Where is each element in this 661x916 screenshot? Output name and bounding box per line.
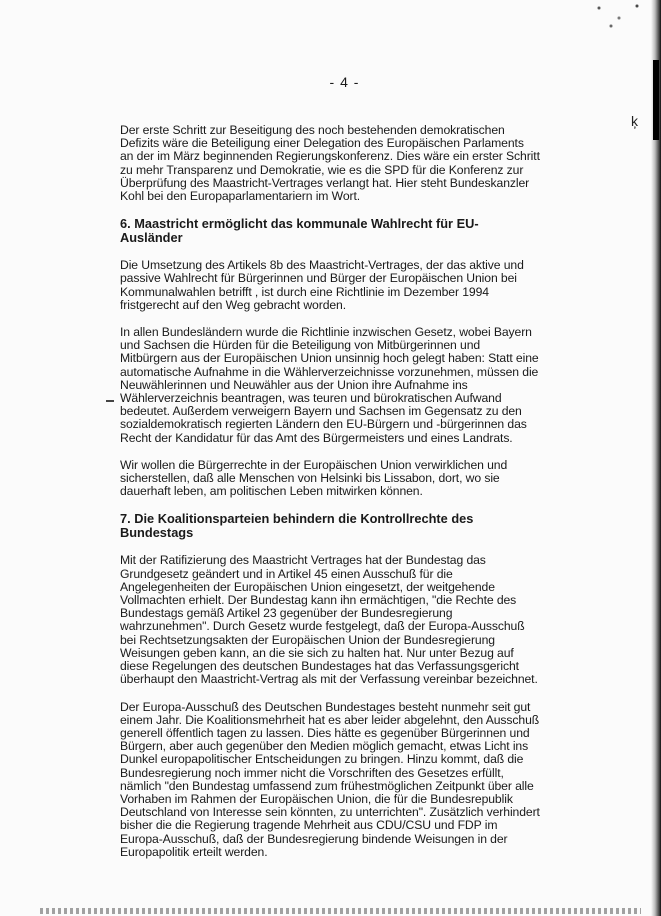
page-number: - 4 - xyxy=(329,74,360,90)
section-heading-6: 6. Maastricht ermöglicht das kommunale Wahlrecht für EU-Ausländer xyxy=(120,216,479,246)
paragraph-bundeslaender: In allen Bundesländern wurde die Richtlinie inzwischen Gesetz, wobei Bayern und Sachsen die Hürden für die Beteiligung von Mitbürgerinnen und Mitbürgern aus der Europäischen Union unsinnig hoch gelegt haben: Statt eine automatische Aufnahme in die Wählerverzeichnisse vorzunehmen, müssen die Neuwählerinnen und Neuwähler aus der Union ihre Aufnahme ins Wählerverzeichnis beantragen, was teuren und bürokratischen Aufwand bedeutet. Außerdem verweigern Bayern und Sachsen im Gegensatz zu den sozialdemokratisch regierten Ländern den EU-Bürgern und -bürgerinnen das Recht der Kandidatur für das Amt des Bürgermeisters und eines Landrats. xyxy=(120,325,539,445)
paragraph-ratifizierung: Mit der Ratifizierung des Maastricht Vertrages hat der Bundestag das Grundgesetz geändert und in Artikel 45 einen Ausschuß für die Angelegenheiten der Europäischen Union eingesetzt, der weitgehende Vollmachten erhielt. Der Bundestag kann ihn ermächtigen, "die Rechte des Bundestags gemäß Artikel 23 gegenüber der Bundesregierung wahrzunehmen". Durch Gesetz wurde festgelegt, daß der Europa-Ausschuß bei Rechtsetzungsakten der Europäischen Union der Bundesregierung Weisungen geben kann, an die sie sich zu halten hat. Nur unter Bezug auf diese Regelungen des deutschen Bundestages hat das Verfassungsgericht überhaupt den Maastricht-Vertrag als mit der Verfassung vereinbar bezeichnet. xyxy=(120,553,538,687)
paragraph-intro: Der erste Schritt zur Beseitigung des noch bestehenden demokratischen Defizits wäre die Beteiligung einer Delegation des Europäischen Parlaments an der im März beginnenden Regierungskonferenz. Dies wäre ein erster Schritt zu mehr Transparenz und Demokratie, wie es die SPD für die Konferenz zur Überprüfung des Maastricht-Vertrages verlangt hat. Hier steht Bundeskanzler Kohl bei den Europaparlamentariern im Wort. xyxy=(120,123,540,204)
scan-edge-mark xyxy=(653,60,659,140)
scan-bottom-edge xyxy=(40,908,641,914)
document-body xyxy=(120,124,540,873)
margin-dash xyxy=(106,400,114,402)
margin-mark: ķ xyxy=(631,113,638,129)
paragraph-europa-ausschuss: Der Europa-Ausschuß des Deutschen Bundestages besteht nunmehr seit gut einem Jahr. Die Koalitionsmehrheit hat es aber leider abgelehnt, den Ausschuß generell öffentlich tagen zu lassen. Dies hätte es gegenüber Bürgerinnen und Bürgern, aber auch gegenüber den Medien möglich gemacht, etwas Licht ins Dunkel europapolitischer Entscheidungen zu bringen. Hinzu kommt, daß die Bundesregierung noch immer nicht die Vorschriften des Gesetzes erfüllt, nämlich "den Bundestag umfassend zum frühestmöglichen Zeitpunkt über alle Vorhaben im Rahmen der Europäischen Union, die für die Bundesrepublik Deutschland von Interesse sein könnten, zu unterrichten". Zusätzlich verhindert bisher die die Regierung tragende Mehrheit aus CDU/CSU und FDP im Europa-Ausschuß, daß der Bundesregierung bindende Weisungen in der Europapolitik erteilt werden. xyxy=(120,699,540,859)
paragraph-buergerrechte: Wir wollen die Bürgerrechte in der Europäischen Union verwirklichen und sicherstellen, daß alle Menschen von Helsinki bis Lissabon, dort, wo sie dauerhaft leben, am politischen Leben mitwirken können. xyxy=(120,457,508,499)
section-heading-7: 7. Die Koalitionsparteien behindern die Kontrollrechte des Bundestags xyxy=(120,511,474,541)
paragraph-article-8b: Die Umsetzung des Artikels 8b des Maastricht-Vertrages, der das aktive und passive Wahlrecht für Bürgerinnen und Bürger der Europäischen Union bei Kommunalwahlen betrifft , ist durch eine Richtlinie im Dezember 1994 fristgerecht auf den Weg gebracht worden. xyxy=(120,258,524,312)
scan-noise xyxy=(589,0,649,30)
